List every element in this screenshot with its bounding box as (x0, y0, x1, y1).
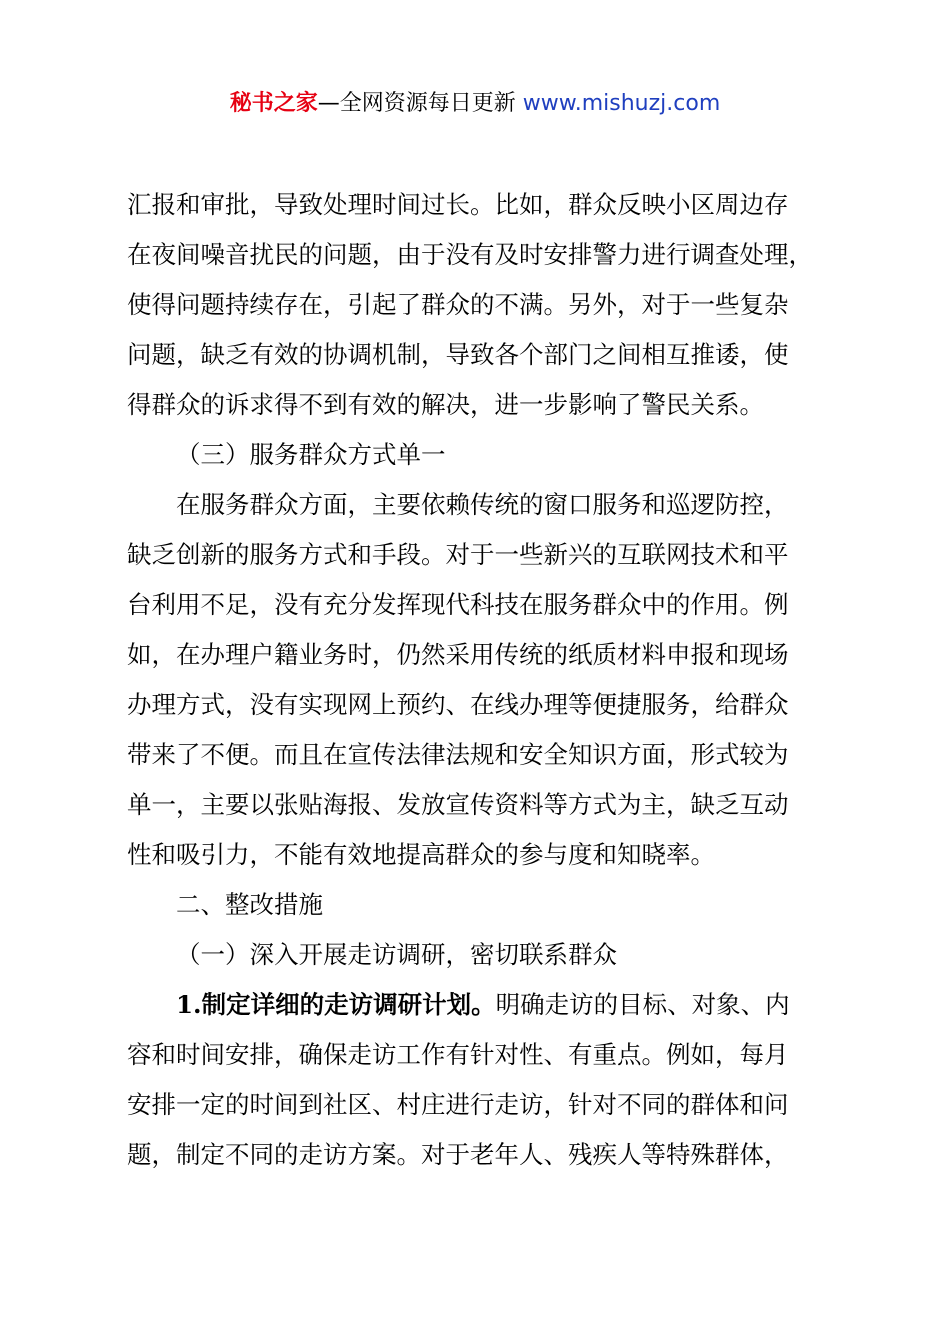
paragraph-line: 台利用不足，没有充分发挥现代科技在服务群众中的作用。例 (127, 590, 789, 619)
paragraph-line: 得群众的诉求得不到有效的解决，进一步影响了警民关系。 (127, 390, 764, 419)
brand-name: 秘书之家 (229, 91, 318, 116)
paragraph-line: 办理方式，没有实现网上预约、在线办理等便捷服务，给群众 (127, 690, 789, 719)
header-tagline: —全网资源每日更新 (317, 91, 523, 116)
paragraph-line: 性和吸引力，不能有效地提高群众的参与度和知晓率。 (127, 840, 715, 869)
item-1-line (127, 980, 839, 1030)
paragraph-line: 在夜间噪音扰民的问题，由于没有及时安排警力进行调查处理， (127, 240, 813, 269)
subheading-3: （三）服务群众方式单一 (176, 440, 446, 469)
paragraph-line: 缺乏创新的服务方式和手段。对于一些新兴的互联网技术和平 (127, 540, 789, 569)
paragraph-line: 容和时间安排，确保走访工作有针对性、有重点。例如，每月 (127, 1040, 789, 1069)
paragraph-line: 问题，缺乏有效的协调机制，导致各个部门之间相互推诿，使 (127, 340, 789, 369)
paragraph-line: 题，制定不同的走访方案。对于老年人、残疾人等特殊群体， (127, 1140, 789, 1169)
paragraph-line: 单一，主要以张贴海报、发放宣传资料等方式为主，缺乏互动 (127, 790, 789, 819)
subheading-1: （一）深入开展走访调研，密切联系群众 (176, 940, 617, 969)
section-heading: 二、整改措施 (176, 890, 323, 919)
paragraph-line: 带来了不便。而且在宣传法律法规和安全知识方面，形式较为 (127, 740, 789, 769)
paragraph-line: 安排一定的时间到社区、村庄进行走访，针对不同的群体和问 (127, 1090, 789, 1119)
item-1-title: 1.制定详细的走访调研计划。 (176, 990, 496, 1019)
header-url-link[interactable]: www.mishuzj.com (522, 91, 721, 116)
document-body (127, 180, 839, 1180)
paragraph-line: 如，在办理户籍业务时，仍然采用传统的纸质材料申报和现场 (127, 640, 789, 669)
paragraph-line: 在服务群众方面，主要依赖传统的窗口服务和巡逻防控， (176, 490, 789, 519)
paragraph-line: 汇报和审批，导致处理时间过长。比如，群众反映小区周边存 (127, 190, 789, 219)
item-1-text: 明确走访的目标、对象、内 (495, 990, 790, 1019)
paragraph-line: 使得问题持续存在，引起了群众的不满。另外，对于一些复杂 (127, 290, 789, 319)
page-header (0, 86, 950, 122)
